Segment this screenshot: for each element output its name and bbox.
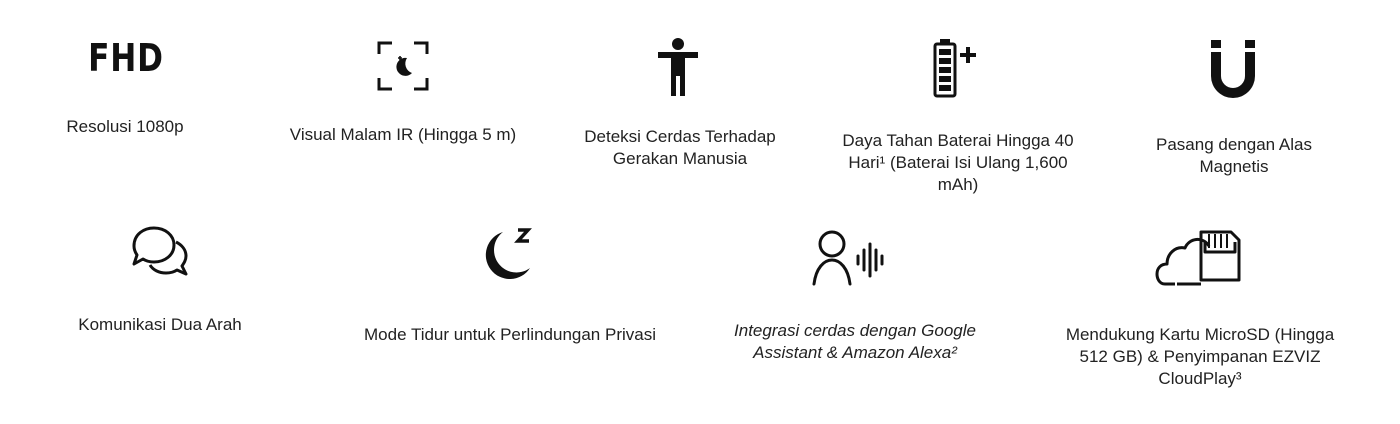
voice-assistant-icon — [810, 226, 892, 286]
sleep-moon-icon — [476, 224, 538, 284]
battery-plus-icon — [931, 38, 981, 98]
feature-label-human-detection: Deteksi Cerdas Terhadap Gerakan Manusia — [584, 127, 776, 168]
feature-label-storage: Mendukung Kartu MicroSD (Hingga 512 GB) & Penyimpanan EZVIZ CloudPlay³ — [1065, 325, 1335, 388]
feature-label-two-way-talk: Komunikasi Dua Arah — [78, 315, 242, 334]
feature-label-sleep-mode: Mode Tidur untuk Perlindungan Privasi — [364, 325, 656, 344]
feature-label-voice-assistant: Integrasi cerdas dengan Google Assistant & Amazon Alexa² — [734, 321, 976, 362]
cloud-sd-card-icon — [1155, 224, 1245, 288]
feature-label-night-vision: Visual Malam IR (Hingga 5 m) — [289, 125, 517, 144]
feature-label-battery: Daya Tahan Baterai Hingga 40 Hari¹ (Baterai Isi Ulang 1,600 mAh) — [842, 131, 1074, 194]
fhd-text-icon: FHD — [88, 36, 164, 80]
night-vision-icon — [376, 40, 430, 92]
chat-bubbles-icon — [128, 224, 192, 280]
magnet-icon — [1210, 40, 1256, 98]
feature-label-resolution: Resolusi 1080p — [66, 117, 184, 136]
human-figure-icon — [658, 38, 698, 96]
feature-label-magnet: Pasang dengan Alas Magnetis — [1156, 135, 1312, 176]
